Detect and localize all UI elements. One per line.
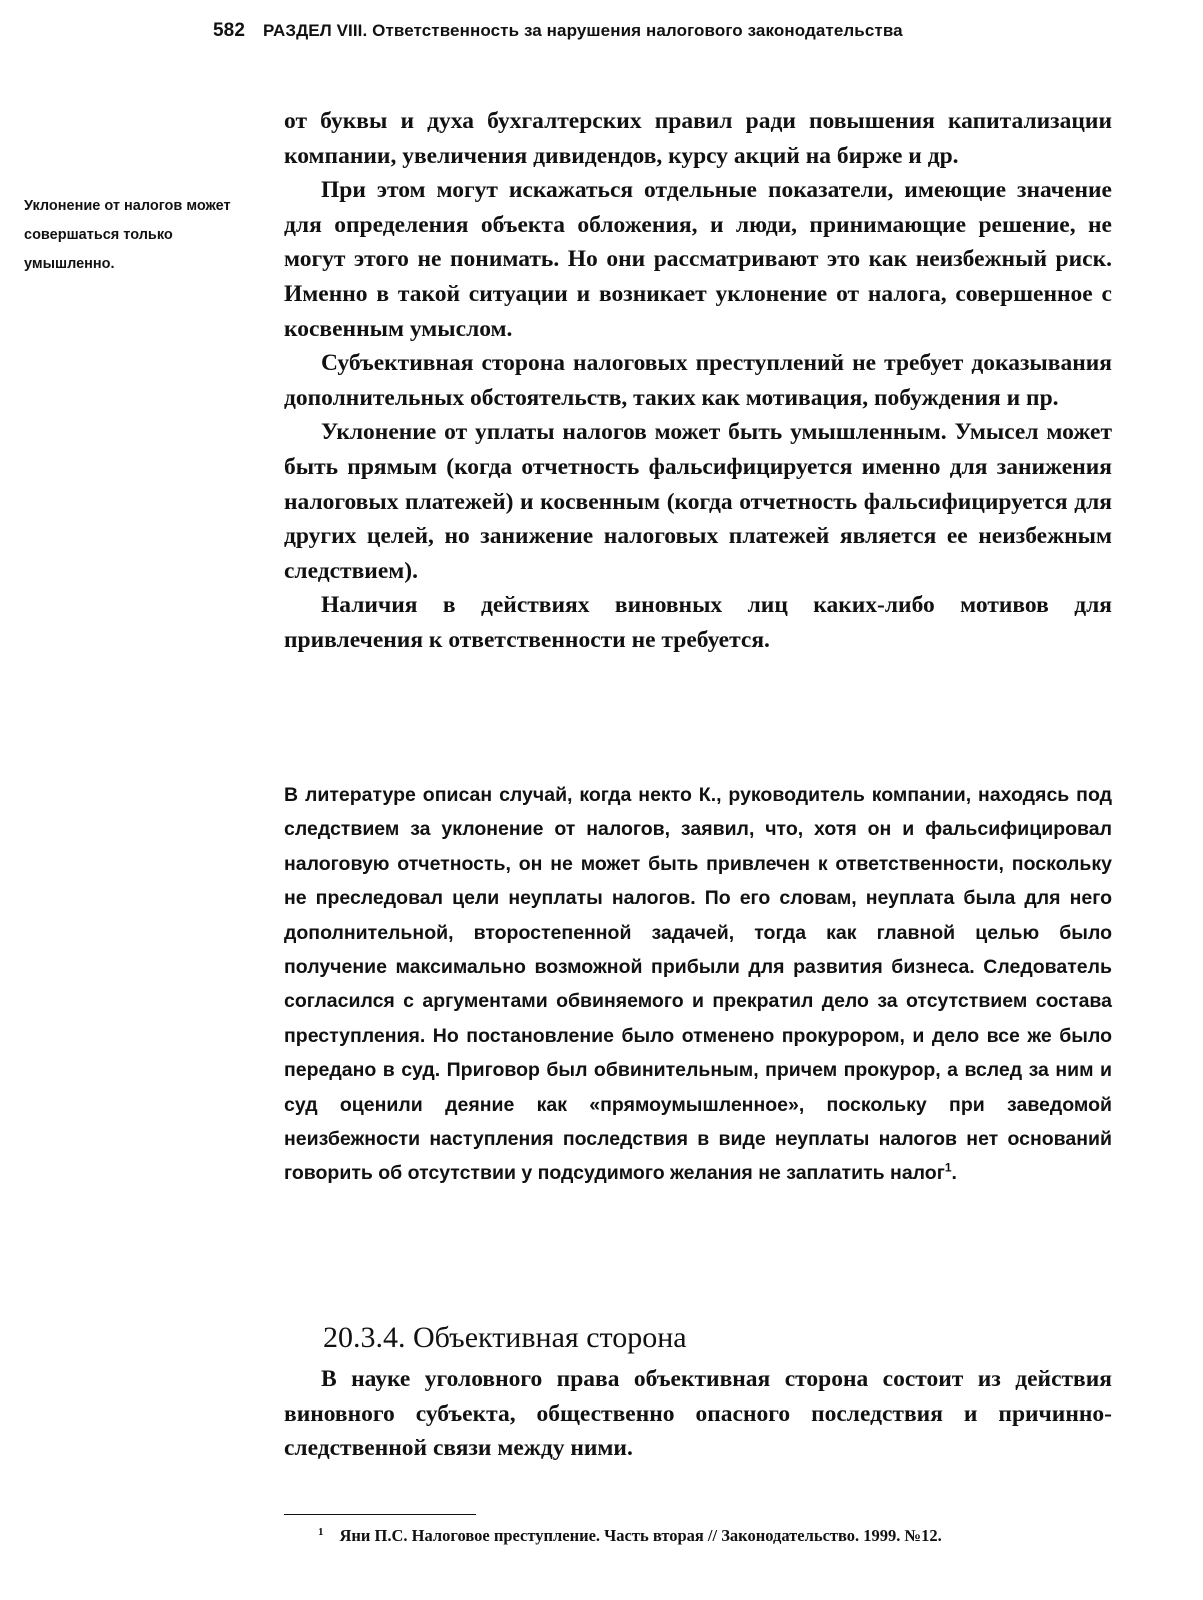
section-heading: 20.3.4. Объективная сторона <box>323 1321 687 1354</box>
case-example-text: В литературе описан случай, когда некто К., руководитель компании, находясь под следствием за уклонение от налогов, заявил, что, хотя он и фальсифицировал налоговую отчетность, он не может быть привлечен к ответственности, поскольку не преследовал цели неуплаты налогов. По его словам, неуплата была для него дополнительной, второстепенной задачей, тогда как главной целью было получение максимально возможной прибыли для развития бизнеса. Следователь согласился с аргументами обвиняемого и прекратил дело за отсутствием состава преступления. Но постановление было отменено прокурором, и дело все же было передано в суд. Приговор был обвинительным, причем прокурор, а вслед за ним и суд оценили деяние как «прямоумышленное», поскольку при заведомой неизбежности наступления последствия в виде неуплаты налогов нет оснований говорить об отсутствии у подсудимого желания не заплатить налог <box>284 784 1112 1185</box>
paragraph: от буквы и духа бухгалтерских правил ради повышения капитализации компании, увеличения дивидендов, курсу акций на бирже и др. <box>284 108 1112 169</box>
section-text <box>284 1362 1112 1466</box>
footnote-text: Яни П.С. Налоговое преступление. Часть вторая // Законодательство. 1999. №12. <box>339 1526 942 1545</box>
footnote-reference: 1 <box>944 1160 952 1175</box>
paragraph: Уклонение от уплаты налогов может быть умышленным. Умысел может быть прямым (когда отчетность фальсифицируется именно для занижения налоговых платежей) и косвенным (когда отчетность фальсифицируется для других целей, но занижение налоговых платежей является ее неизбежным следствием). <box>284 419 1112 584</box>
footnote <box>318 1524 1118 1548</box>
paragraph: В науке уголовного права объективная сторона состоит из действия виновного субъекта, общественно опасного последствия и причинно-следственной связи между ними. <box>284 1366 1112 1462</box>
footnote-mark: 1 <box>318 1525 324 1538</box>
paragraph: При этом могут искажаться отдельные показатели, имеющие значение для определения объекта обложения, и люди, принимающие решение, не могут этого не понимать. Но они рассматривают это как неизбежный риск. Именно в такой ситуации и возникает уклонение от налога, совершенное с косвенным умыслом. <box>284 177 1112 342</box>
paragraph: Наличия в действиях виновных лиц каких-либо мотивов для привлечения к ответственности не требуется. <box>284 592 1112 653</box>
paragraph: Субъективная сторона налоговых преступлений не требует доказывания дополнительных обстоятельств, таких как мотивация, побуждения и пр. <box>284 350 1112 411</box>
case-example-box: В литературе описан случай, когда некто К., руководитель компании, находясь под следствием за уклонение от налогов, заявил, что, хотя он и фальсифицировал налоговую отчетность, он не может быть привлечен к ответственности, поскольку не преследовал цели неуплаты налогов. По его словам, неуплата была для него дополнительной, второстепенной задачей, тогда как главной целью было получение максимально возможной прибыли для развития бизнеса. Следователь согласился с аргументами обвиняемого и прекратил дело за отсутствием состава преступления. Но постановление было отменено прокурором, и дело все же было передано в суд. Приговор был обвинительным, причем прокурор, а вслед за ним и суд оценили деяние как «прямоумышленное», поскольку при заведомой неизбежности наступления последствия в виде неуплаты налогов нет оснований говорить об отсутствии у подсудимого желания не заплатить налог$^1$. <box>284 784 1112 1185</box>
page-number: 582 <box>213 20 246 41</box>
footnote-divider <box>284 1514 476 1515</box>
running-title: РАЗДЕЛ VIII. Ответственность за нарушения налогового законодательства <box>263 21 903 40</box>
main-text <box>284 104 1112 658</box>
margin-note: Уклонение от налогов может совершаться только умышленно. <box>24 198 231 272</box>
running-head <box>213 20 1113 42</box>
